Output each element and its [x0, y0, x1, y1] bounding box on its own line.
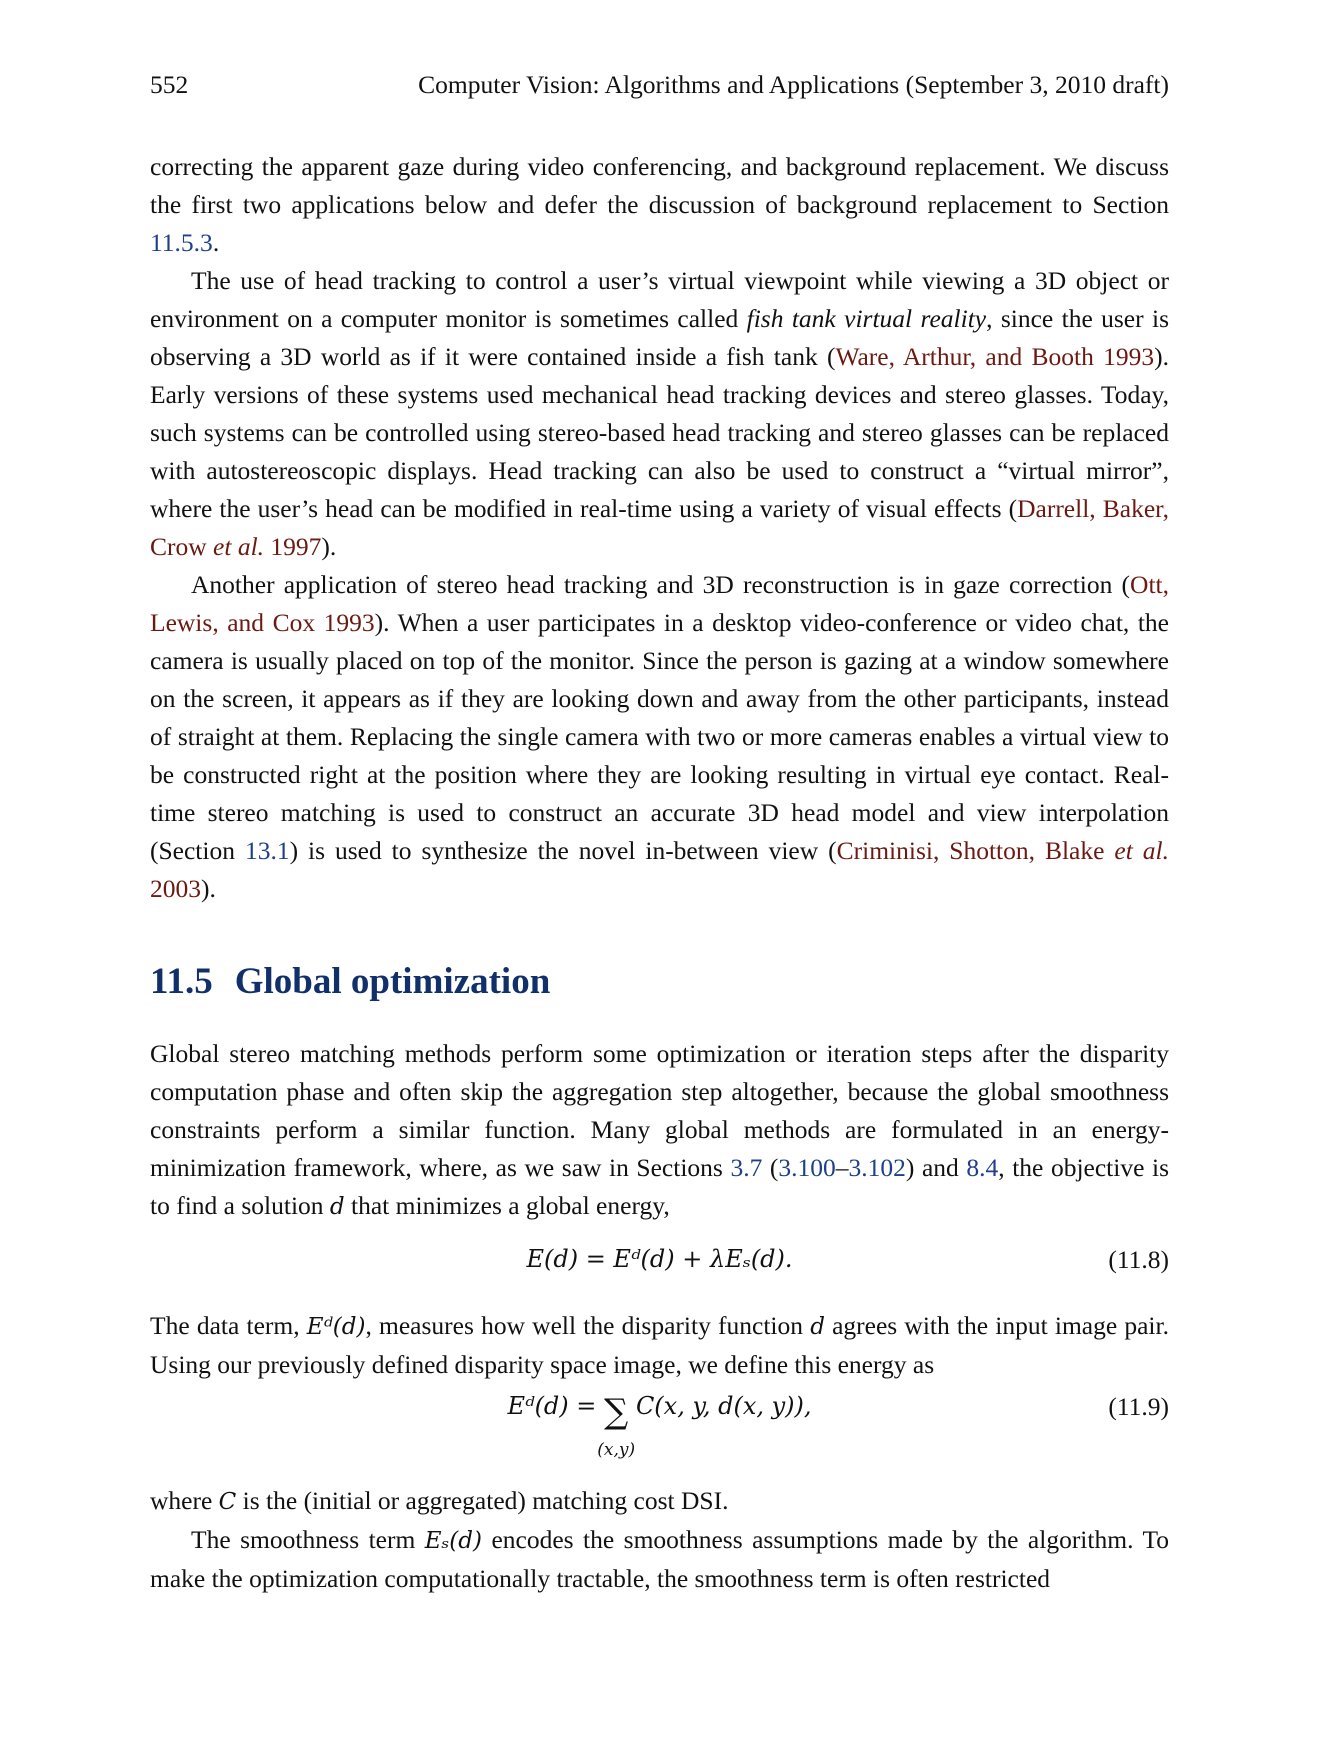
section-number: 11.5 — [150, 961, 213, 1002]
paragraph-1: correcting the apparent gaze during video conferencing, and background replacement. We discuss the first two applications below and defer the discussion of background replacement to Section 11.5.3. — [150, 152, 1169, 257]
text-block-4 — [150, 1482, 1169, 1598]
math-ed: Eᵈ(d) — [306, 1314, 366, 1340]
summation-symbol: ∑ (x,y) — [597, 1392, 636, 1460]
equation-number: (11.8) — [1108, 1245, 1169, 1274]
paragraph-2: The use of head tracking to control a user’s virtual viewpoint while viewing a 3D object or environment on a computer monitor is sometimes called fish tank virtual reality, since the user is observing a 3D world as if it were contained inside a fish tank (Ware, Arthur, and Booth 1993). Early versions of these systems used mechanical head tracking devices and stereo glasses. Today, such systems can be controlled using stereo-based head tracking and stereo glasses can be replaced with autostereoscopic displays. Head tracking can also be used to construct a “virtual mirror”, where the user’s head can be modified in real-time using a variety of visual effects (Darrell, Baker, Crow et al. 1997). — [150, 266, 1169, 561]
page-number: 552 — [150, 70, 189, 99]
section-ref-11-5-3[interactable]: 11.5.3 — [150, 228, 213, 257]
equation-ref-3-100[interactable]: 3.100 — [778, 1153, 836, 1182]
text-block-3 — [150, 1307, 1169, 1384]
math-c: C — [218, 1489, 237, 1515]
section-title: Global optimization — [234, 961, 551, 1002]
citation-ware-1993[interactable]: Ware, Arthur, and Booth 1993 — [835, 342, 1155, 371]
section-ref-3-7[interactable]: 3.7 — [730, 1153, 763, 1182]
equation-number: (11.9) — [1108, 1392, 1169, 1421]
paragraph-4: Global stereo matching methods perform some optimization or iteration steps after the disparity computation phase and often skip the aggregation step altogether, because the global smoothness constraints perform a similar function. Many global methods are formulated in an energy-minimization framework, where, as we saw in Sections 3.7 (3.100–3.102) and 8.4, the objective is to find a solution d that minimizes a global energy, — [150, 1039, 1169, 1220]
paragraph-6: where C is the (initial or aggregated) matching cost DSI. — [150, 1486, 729, 1515]
math-es: Eₛ(d) — [424, 1528, 482, 1554]
equation-body: E(d) = Eᵈ(d) + λEₛ(d). — [526, 1245, 793, 1273]
summation-subscript: (x,y) — [597, 1440, 636, 1460]
equation-ref-3-102[interactable]: 3.102 — [848, 1153, 906, 1182]
text-block-1 — [150, 148, 1169, 908]
paragraph-7: The smoothness term Eₛ(d) encodes the smoothness assumptions made by the algorithm. To make the optimization computationally tractable, the smoothness term is often restricted — [150, 1525, 1169, 1593]
citation-ott-1993[interactable]: Ott, Lewis, and Cox 1993 — [150, 570, 1169, 637]
citation-criminisi-2003[interactable]: Criminisi, Shotton, Blake et al. 2003 — [150, 836, 1169, 903]
math-d: d — [329, 1194, 345, 1220]
section-ref-13-1[interactable]: 13.1 — [244, 836, 290, 865]
equation-body: Eᵈ(d) = ∑ (x,y) C(x, y, d(x, y)), — [507, 1392, 812, 1460]
running-title: Computer Vision: Algorithms and Applications (September 3, 2010 draft) — [418, 70, 1169, 99]
paragraph-5: The data term, Eᵈ(d), measures how well the disparity function d agrees with the input image pair. Using our previously defined disparity space image, we define this energy as — [150, 1311, 1169, 1379]
math-d: d — [810, 1314, 825, 1340]
section-ref-8-4[interactable]: 8.4 — [966, 1153, 999, 1182]
emphasis-term: fish tank virtual reality — [746, 304, 987, 333]
section-heading — [150, 960, 550, 1003]
citation-darrell-1997[interactable]: Darrell, Baker, Crow et al. 1997 — [150, 494, 1169, 561]
equation-11-9 — [150, 1392, 1169, 1462]
running-header — [150, 70, 1169, 110]
text-block-2 — [150, 1035, 1169, 1226]
equation-11-8 — [150, 1245, 1169, 1285]
paragraph-3: Another application of stereo head tracking and 3D reconstruction is in gaze correction (Ott, Lewis, and Cox 1993). When a user participates in a desktop video-conference or video chat, the camera is usually placed on top of the monitor. Since the person is gazing at a window somewhere on the screen, it appears as if they are looking down and away from the other participants, instead of straight at them. Replacing the single camera with two or more cameras enables a virtual view to be constructed right at the position where they are looking resulting in virtual eye contact. Real-time stereo matching is used to construct an accurate 3D head model and view interpolation (Section 13.1) is used to synthesize the novel in-between view (Criminisi, Shotton, Blake et al. 2003). — [150, 570, 1169, 903]
